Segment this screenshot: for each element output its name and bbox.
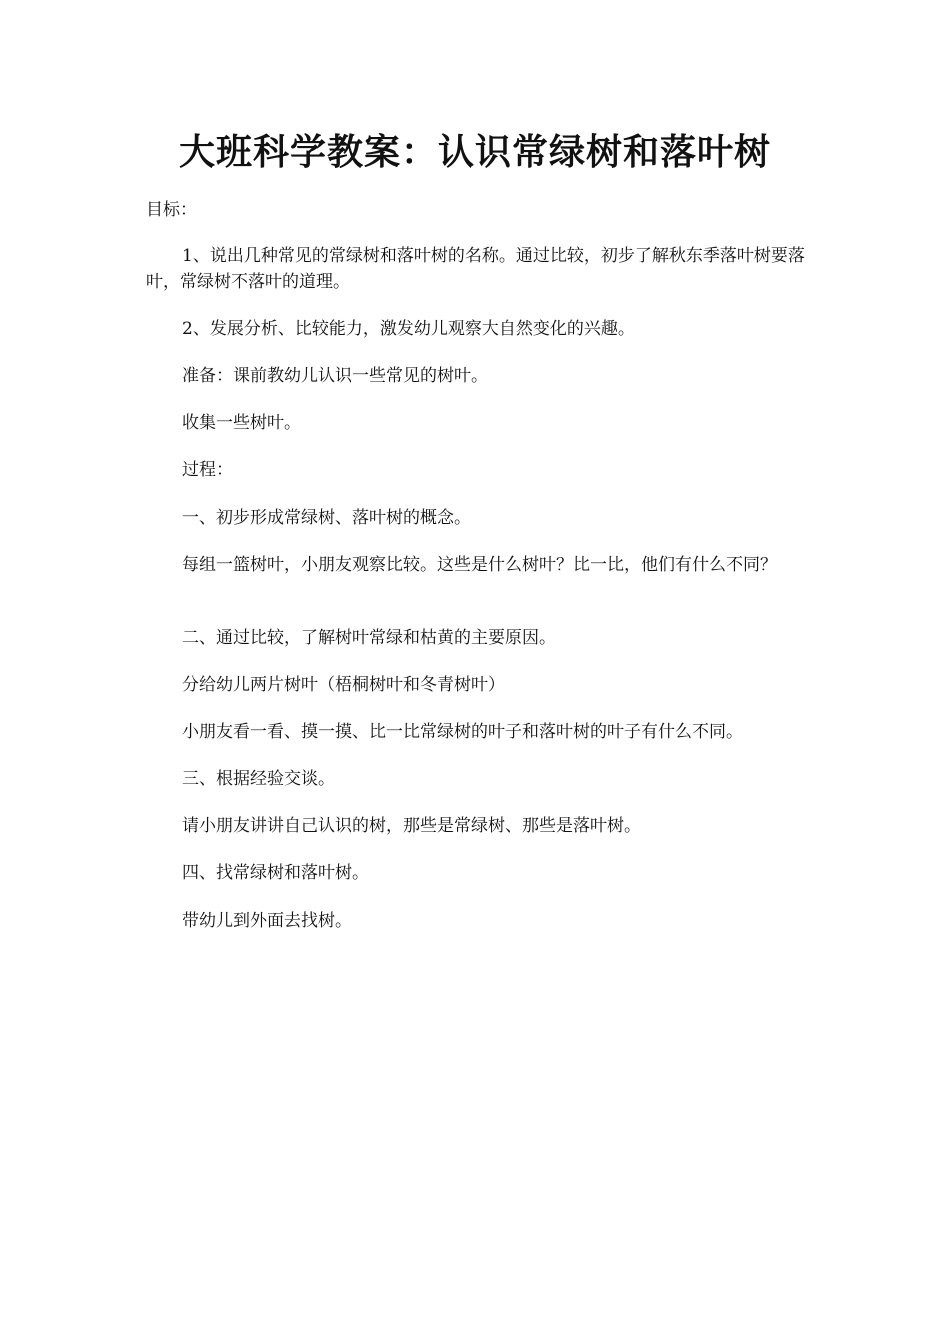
paragraph-goal-1: 1、说出几种常见的常绿树和落叶树的名称。通过比较，初步了解秋东季落叶树要落叶，常绿树不落叶的道理。 <box>146 246 805 292</box>
paragraph-goal-2: 2、发展分析、比较能力，激发幼儿观察大自然变化的兴趣。 <box>182 319 635 339</box>
goal-label: 目标： <box>146 200 197 220</box>
paragraph-preparation: 准备：课前教幼儿认识一些常见的树叶。 <box>182 366 488 386</box>
paragraph-step-2-detail-a: 分给幼儿两片树叶（梧桐树叶和冬青树叶） <box>182 675 505 695</box>
paragraph-process-label: 过程： <box>182 460 233 480</box>
paragraph-step-2: 二、通过比较，了解树叶常绿和枯黄的主要原因。 <box>182 628 556 648</box>
paragraph-step-3-detail: 请小朋友讲讲自己认识的树，那些是常绿树、那些是落叶树。 <box>182 816 641 836</box>
paragraph-collect-leaves: 收集一些树叶。 <box>182 413 301 433</box>
paragraph-step-1-detail: 每组一篮树叶，小朋友观察比较。这些是什么树叶？比一比，他们有什么不同？ <box>182 555 777 575</box>
paragraph-step-2-detail-b: 小朋友看一看、摸一摸、比一比常绿树的叶子和落叶树的叶子有什么不同。 <box>182 722 743 742</box>
paragraph-step-4-detail: 带幼儿到外面去找树。 <box>182 911 352 931</box>
paragraph-step-1: 一、初步形成常绿树、落叶树的概念。 <box>182 508 471 528</box>
document-title: 大班科学教案：认识常绿树和落叶树 <box>178 131 771 173</box>
paragraph-step-3: 三、根据经验交谈。 <box>182 769 335 789</box>
paragraph-step-4: 四、找常绿树和落叶树。 <box>182 863 369 883</box>
